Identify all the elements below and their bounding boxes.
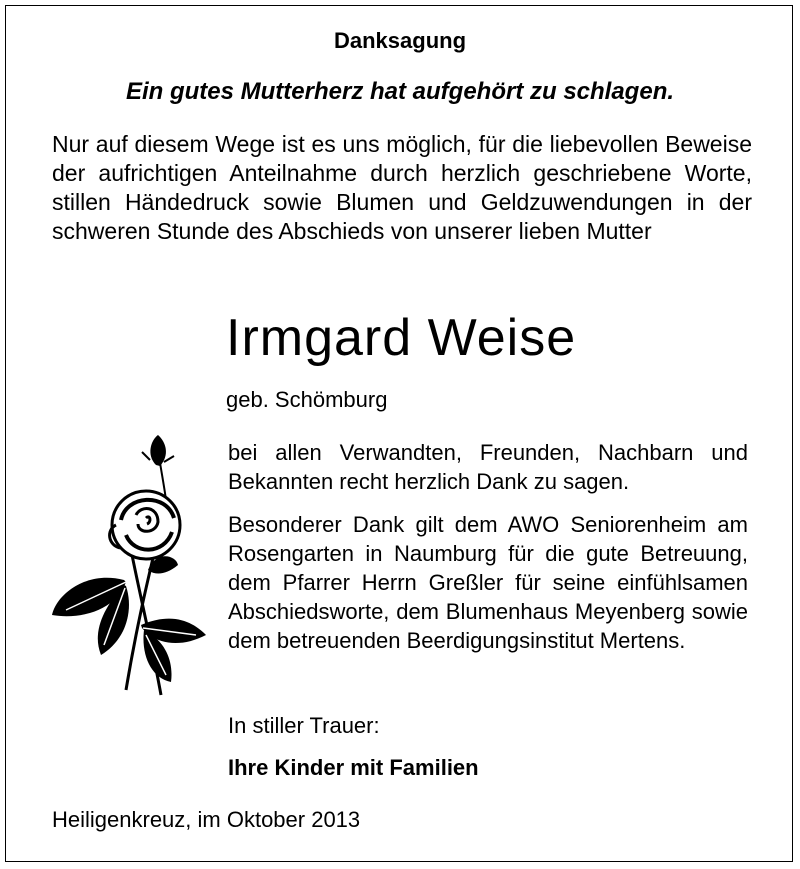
place-date: Heiligenkreuz, im Oktober 2013 [52,807,361,832]
birth-name: geb. Schömburg [226,387,388,412]
rose-icon [46,430,216,700]
deceased-name: Irmgard Weise [226,309,577,367]
signature: Ihre Kinder mit Familien [228,755,479,780]
special-thanks-paragraph: Besonderer Dank gilt dem AWO Seniorenheim am Rosengarten in Naumburg für die gute Betreuung, dem Pfarrer Herrn Greßler für seine einfühlsamen Abschiedsworte, dem Blumenhaus Meyenberg sowie dem betreuenden Beerdigungsinstitut Mertens. [228,512,748,653]
thanks-paragraph: bei allen Verwandten, Freunden, Nachbarn und Bekannten recht herzlich Dank zu sagen. [228,440,748,494]
notice-subtitle: Ein gutes Mutterherz hat aufgehört zu schlagen. [125,78,675,105]
intro-paragraph: Nur auf diesem Wege ist es uns möglich, für die liebevollen Beweise der aufrichtigen Anteilnahme durch herzlich geschriebene Worte, stillen Händedruck sowie Blumen und Geldzuwendungen in der schweren Stunde des Abschieds von unserer lieben Mutter [52,131,752,244]
notice-title: Danksagung [333,28,467,53]
mourning-label: In stiller Trauer: [228,713,380,738]
